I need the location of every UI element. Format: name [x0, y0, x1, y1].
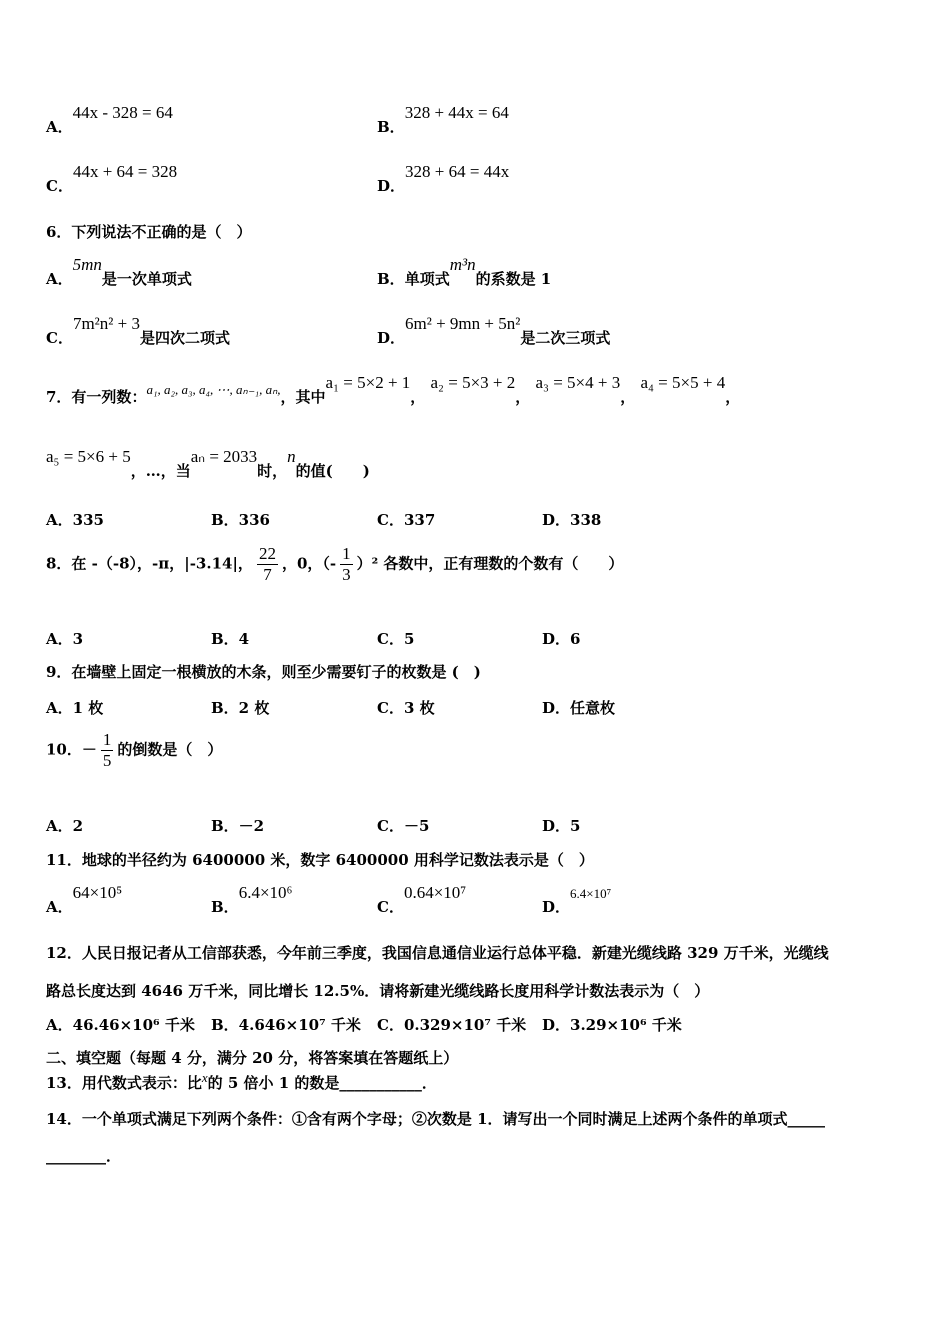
q8-option-a: A．3 [46, 630, 84, 648]
q7-option-a: A．335 [46, 511, 104, 529]
q14-stem-line2: ________． [46, 1147, 122, 1165]
q12-option-a: A．46.46×10⁶ 千米 [46, 1016, 195, 1034]
q12-option-c: C．0.329×10⁷ 千米 [377, 1016, 527, 1034]
q9-option-a: A．1 枚 [46, 699, 104, 717]
q9-option-d: D．任意枚 [542, 699, 616, 717]
q10-option-b: B．－2 [211, 817, 265, 835]
q11-option-b: B．6.4×10⁶ [211, 883, 293, 916]
q5-option-c: C．44x + 64 = 328 [46, 162, 178, 195]
q9-option-b: B．2 枚 [211, 699, 270, 717]
q7-option-d: D．338 [542, 511, 602, 529]
q11-option-a: A．64×10⁵ [46, 883, 123, 916]
q7-option-c: C．337 [377, 511, 436, 529]
q11-stem: 11．地球的半径约为 6400000 米，数字 6400000 用科学记数法表示是（ ） [46, 851, 594, 869]
q6-option-c: C．7m²n² + 3是四次二项式 [46, 314, 230, 347]
q6-option-d: D．6m² + 9mn + 5n²是二次三项式 [377, 314, 611, 347]
q11-option-c: C．0.64×10⁷ [377, 883, 467, 916]
q12-option-d: D．3.29×10⁶ 千米 [542, 1016, 682, 1034]
q5-option-d: D．328 + 64 = 44x [377, 162, 510, 195]
q7-stem-line1: 7．有一列数：a₁, a₂, a₃, a₄, ⋯, aₙ₋₁, aₙ,，其中a₁ = 5×2 + 1， a₂ = 5×3 + 2， a₃ = 5×4 + 3， a₄ = 5×5 + 4， [46, 373, 741, 406]
q14-stem-line1: 14．一个单项式满足下列两个条件：①含有两个字母；②次数是 1．请写出一个同时满足上述两个条件的单项式_____ [46, 1110, 826, 1128]
q5-option-a: A．44x - 328 = 64 [46, 103, 173, 136]
q10-option-c: C．－5 [377, 817, 430, 835]
q6-option-a: A．5mn是一次单项式 [46, 255, 192, 288]
q10-stem: 10．－ $\frac{1}{5}$ 的倒数是（ ） [46, 730, 223, 770]
q6-option-b: B．单项式m³n的系数是 1 [377, 255, 552, 288]
fraction-1-5: $\frac{1}{5}$ [102, 730, 112, 770]
q6-stem: 6．下列说法不正确的是（ ） [46, 223, 252, 241]
q8-stem: 8．在 -（-8），-π，|-3.14|， $\frac{22}{7}$ ，0，（- $\frac{1}{3}$ ）² 各数中，正有理数的个数有（ ） [46, 544, 624, 584]
q7-option-b: B．336 [211, 511, 270, 529]
q7-stem-line2: a₅ = 5×6 + 5，…，当aₙ = 2033时，n的值( ) [46, 447, 370, 480]
q9-option-c: C．3 枚 [377, 699, 435, 717]
q9-stem: 9．在墙壁上固定一根横放的木条，则至少需要钉子的枚数是 ( ) [46, 663, 481, 681]
q8-option-b: B．4 [211, 630, 250, 648]
q10-option-a: A．2 [46, 817, 84, 835]
q12-stem-line2: 路总长度达到 4646 万千米，同比增长 12.5%．请将新建光缆线路长度用科学计数法表示为（ ） [46, 982, 710, 1000]
q8-option-d: D．6 [542, 630, 581, 648]
q12-stem-line1: 12．人民日报记者从工信部获悉，今年前三季度，我国信息通信业运行总体平稳．新建光缆线路 329 万千米，光缆线 [46, 944, 829, 962]
q10-option-d: D．5 [542, 817, 581, 835]
q8-option-c: C．5 [377, 630, 415, 648]
fraction-1-3: $\frac{1}{3}$ [342, 544, 351, 584]
section-heading-fill-in: 二、填空题（每题 4 分，满分 20 分，将答案填在答题纸上） [46, 1049, 459, 1067]
q5-option-b: B．328 + 44x = 64 [377, 103, 509, 136]
fraction-22-7: $\frac{22}{7}$ [258, 544, 276, 584]
q13-stem: 13．用代数式表示：比x的 5 倍小 1 的数是___________． [46, 1070, 437, 1092]
q12-option-b: B．4.646×10⁷ 千米 [211, 1016, 361, 1034]
q11-option-d: D．6.4×10⁷ [542, 886, 612, 916]
